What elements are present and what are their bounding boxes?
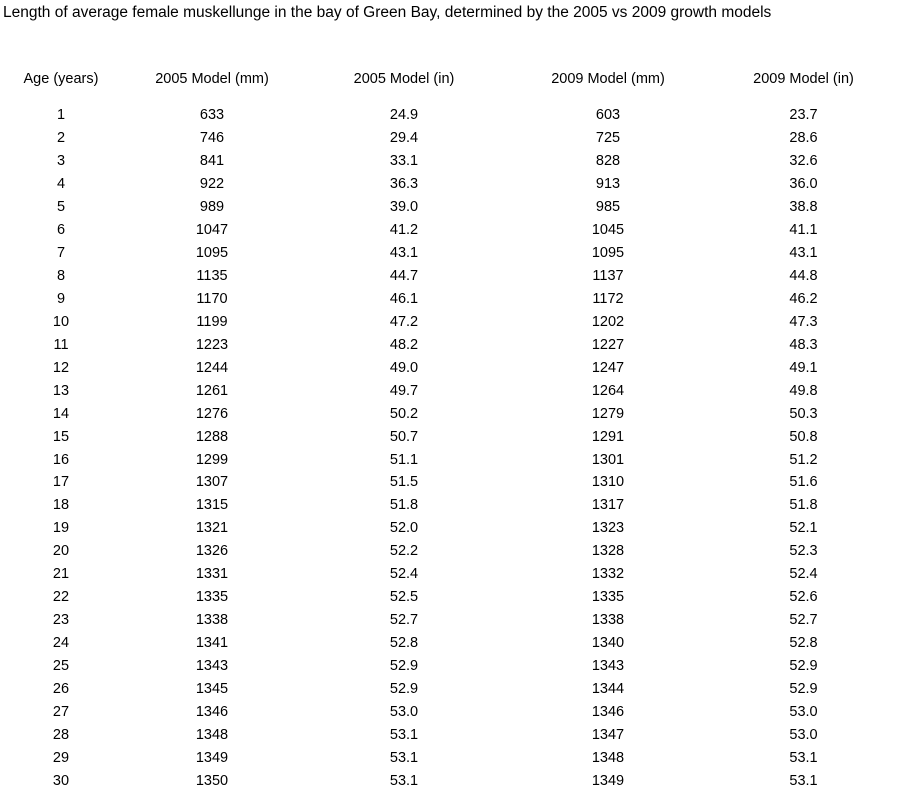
in-2005-cell: 51.8 bbox=[389, 497, 419, 514]
in-2009-cell: 52.9 bbox=[789, 680, 818, 697]
mm-2009-cell: 1172 bbox=[592, 290, 624, 307]
mm-2005-cell: 1170 bbox=[196, 290, 228, 307]
age-cell: 30 bbox=[52, 772, 70, 789]
in-2005-cell: 46.1 bbox=[389, 290, 419, 307]
in-2009-cell: 52.3 bbox=[789, 543, 818, 560]
table-row bbox=[0, 471, 897, 494]
table-row bbox=[0, 402, 897, 425]
in-2009-cell: 49.1 bbox=[789, 359, 818, 376]
mm-2009-cell: 1317 bbox=[591, 497, 625, 514]
in-2009-cell: 53.0 bbox=[789, 726, 818, 743]
mm-2009-cell: 828 bbox=[595, 153, 621, 170]
in-2009-cell: 23.7 bbox=[789, 107, 818, 124]
in-2009-cell: 52.6 bbox=[789, 589, 818, 606]
mm-2005-cell: 922 bbox=[199, 176, 225, 193]
table-row bbox=[0, 196, 897, 219]
in-2009-cell: 50.3 bbox=[789, 405, 818, 422]
in-2009-cell: 28.6 bbox=[789, 130, 818, 147]
in-2005-cell: 53.1 bbox=[389, 772, 419, 789]
mm-2005-cell: 1315 bbox=[195, 497, 229, 514]
mm-2009-cell: 1347 bbox=[591, 726, 625, 743]
table-body bbox=[0, 104, 897, 792]
age-cell: 17 bbox=[52, 474, 70, 491]
mm-2009-cell: 1227 bbox=[591, 336, 625, 353]
age-cell: 10 bbox=[52, 313, 70, 330]
table-row bbox=[0, 632, 897, 655]
mm-2005-cell: 1341 bbox=[195, 635, 229, 652]
age-cell: 14 bbox=[52, 405, 70, 422]
table-row bbox=[0, 425, 897, 448]
mm-2005-cell: 1299 bbox=[195, 451, 229, 468]
in-2005-cell: 47.2 bbox=[389, 313, 419, 330]
mm-2005-cell: 1349 bbox=[195, 749, 229, 766]
age-cell: 12 bbox=[52, 359, 70, 376]
age-cell: 23 bbox=[52, 612, 70, 629]
in-2009-cell: 52.8 bbox=[789, 635, 818, 652]
mm-2005-cell: 1335 bbox=[195, 589, 229, 606]
mm-2009-cell: 1344 bbox=[591, 680, 625, 697]
table-row bbox=[0, 379, 897, 402]
header-age: Age (years) bbox=[23, 71, 99, 87]
mm-2005-cell: 1244 bbox=[195, 359, 229, 376]
table-row bbox=[0, 655, 897, 678]
in-2005-cell: 50.2 bbox=[389, 405, 419, 422]
in-2009-cell: 48.3 bbox=[789, 336, 818, 353]
in-2009-cell: 51.8 bbox=[789, 497, 818, 514]
age-cell: 19 bbox=[52, 520, 70, 537]
mm-2009-cell: 913 bbox=[595, 176, 621, 193]
in-2009-cell: 51.6 bbox=[789, 474, 818, 491]
age-cell: 28 bbox=[52, 726, 70, 743]
mm-2009-cell: 1247 bbox=[591, 359, 625, 376]
in-2005-cell: 52.0 bbox=[389, 520, 419, 537]
in-2005-cell: 43.1 bbox=[389, 245, 419, 262]
in-2005-cell: 51.5 bbox=[389, 474, 419, 491]
mm-2005-cell: 1199 bbox=[196, 313, 228, 330]
mm-2009-cell: 985 bbox=[595, 199, 621, 216]
in-2009-cell: 38.8 bbox=[789, 199, 818, 216]
mm-2005-cell: 841 bbox=[199, 153, 225, 170]
age-cell: 7 bbox=[56, 245, 66, 262]
in-2009-cell: 52.9 bbox=[789, 657, 818, 674]
mm-2005-cell: 1326 bbox=[195, 543, 229, 560]
in-2005-cell: 53.1 bbox=[389, 749, 419, 766]
in-2005-cell: 52.4 bbox=[389, 566, 419, 583]
in-2009-cell: 52.1 bbox=[789, 520, 818, 537]
header-2009-mm: 2009 Model (mm) bbox=[551, 71, 665, 87]
in-2009-cell: 41.1 bbox=[789, 222, 818, 239]
table-row bbox=[0, 517, 897, 540]
age-cell: 20 bbox=[52, 543, 70, 560]
age-cell: 15 bbox=[52, 428, 70, 445]
in-2005-cell: 49.0 bbox=[389, 359, 419, 376]
mm-2009-cell: 1340 bbox=[591, 635, 625, 652]
age-cell: 25 bbox=[52, 657, 70, 674]
in-2005-cell: 50.7 bbox=[389, 428, 419, 445]
in-2009-cell: 51.2 bbox=[789, 451, 818, 468]
mm-2005-cell: 1338 bbox=[195, 612, 229, 629]
mm-2009-cell: 1328 bbox=[591, 543, 625, 560]
age-cell: 2 bbox=[56, 130, 66, 147]
mm-2009-cell: 1310 bbox=[591, 474, 625, 491]
in-2009-cell: 50.8 bbox=[789, 428, 818, 445]
in-2005-cell: 39.0 bbox=[389, 199, 419, 216]
in-2009-cell: 53.1 bbox=[789, 749, 818, 766]
in-2005-cell: 53.0 bbox=[389, 703, 419, 720]
table-row bbox=[0, 333, 897, 356]
mm-2009-cell: 1137 bbox=[592, 268, 624, 285]
in-2005-cell: 41.2 bbox=[389, 222, 419, 239]
in-2005-cell: 53.1 bbox=[389, 726, 419, 743]
mm-2009-cell: 1202 bbox=[591, 313, 625, 330]
table-row bbox=[0, 310, 897, 333]
mm-2009-cell: 725 bbox=[595, 130, 621, 147]
mm-2005-cell: 1223 bbox=[195, 336, 229, 353]
table-row bbox=[0, 563, 897, 586]
mm-2005-cell: 1276 bbox=[195, 405, 229, 422]
mm-2005-cell: 989 bbox=[199, 199, 225, 216]
in-2009-cell: 52.4 bbox=[789, 566, 818, 583]
age-cell: 8 bbox=[56, 268, 66, 285]
mm-2005-cell: 1261 bbox=[195, 382, 229, 399]
mm-2009-cell: 1291 bbox=[591, 428, 625, 445]
mm-2009-cell: 1323 bbox=[591, 520, 625, 537]
table-row bbox=[0, 104, 897, 127]
table-row bbox=[0, 219, 897, 242]
mm-2009-cell: 1343 bbox=[591, 657, 625, 674]
mm-2009-cell: 1338 bbox=[591, 612, 625, 629]
in-2005-cell: 49.7 bbox=[389, 382, 419, 399]
header-2005-mm: 2005 Model (mm) bbox=[155, 71, 269, 87]
in-2005-cell: 52.9 bbox=[389, 680, 419, 697]
mm-2005-cell: 1047 bbox=[195, 222, 229, 239]
table-row bbox=[0, 356, 897, 379]
growth-model-table bbox=[0, 66, 897, 792]
mm-2009-cell: 1301 bbox=[591, 451, 625, 468]
mm-2005-cell: 1331 bbox=[195, 566, 229, 583]
table-row bbox=[0, 288, 897, 311]
table-row bbox=[0, 723, 897, 746]
in-2005-cell: 48.2 bbox=[389, 336, 419, 353]
header-row bbox=[0, 66, 897, 92]
table-row bbox=[0, 448, 897, 471]
table-header bbox=[0, 66, 897, 104]
in-2009-cell: 49.8 bbox=[789, 382, 818, 399]
mm-2009-cell: 1349 bbox=[591, 772, 625, 789]
table-row bbox=[0, 586, 897, 609]
mm-2005-cell: 1348 bbox=[195, 726, 229, 743]
mm-2009-cell: 1045 bbox=[591, 222, 625, 239]
header-spacer bbox=[0, 92, 897, 104]
mm-2005-cell: 1095 bbox=[195, 245, 229, 262]
age-cell: 5 bbox=[56, 199, 66, 216]
in-2005-cell: 52.9 bbox=[389, 657, 419, 674]
age-cell: 6 bbox=[56, 222, 66, 239]
mm-2005-cell: 1350 bbox=[195, 772, 229, 789]
age-cell: 1 bbox=[56, 107, 66, 124]
mm-2005-cell: 1321 bbox=[195, 520, 229, 537]
age-cell: 4 bbox=[56, 176, 66, 193]
age-cell: 29 bbox=[52, 749, 70, 766]
in-2009-cell: 36.0 bbox=[789, 176, 818, 193]
age-cell: 11 bbox=[53, 336, 69, 353]
mm-2009-cell: 1095 bbox=[591, 245, 625, 262]
age-cell: 18 bbox=[52, 497, 70, 514]
age-cell: 16 bbox=[52, 451, 70, 468]
in-2005-cell: 24.9 bbox=[389, 107, 419, 124]
in-2005-cell: 52.7 bbox=[389, 612, 419, 629]
table-row bbox=[0, 746, 897, 769]
table-row bbox=[0, 700, 897, 723]
age-cell: 13 bbox=[52, 382, 70, 399]
mm-2009-cell: 1346 bbox=[591, 703, 625, 720]
mm-2005-cell: 1288 bbox=[195, 428, 229, 445]
mm-2005-cell: 1135 bbox=[196, 268, 228, 285]
mm-2009-cell: 1332 bbox=[591, 566, 625, 583]
table-row bbox=[0, 494, 897, 517]
in-2009-cell: 44.8 bbox=[789, 268, 818, 285]
header-2009-in: 2009 Model (in) bbox=[753, 71, 854, 87]
mm-2005-cell: 1346 bbox=[195, 703, 229, 720]
table-row bbox=[0, 173, 897, 196]
in-2005-cell: 33.1 bbox=[389, 153, 419, 170]
in-2009-cell: 32.6 bbox=[789, 153, 818, 170]
table-row bbox=[0, 769, 897, 792]
mm-2009-cell: 1264 bbox=[591, 382, 625, 399]
in-2005-cell: 29.4 bbox=[389, 130, 419, 147]
age-cell: 27 bbox=[52, 703, 70, 720]
mm-2005-cell: 1345 bbox=[195, 680, 229, 697]
age-cell: 22 bbox=[52, 589, 70, 606]
in-2005-cell: 36.3 bbox=[389, 176, 419, 193]
mm-2005-cell: 1343 bbox=[195, 657, 229, 674]
table-row bbox=[0, 127, 897, 150]
mm-2005-cell: 633 bbox=[199, 107, 225, 124]
in-2009-cell: 53.0 bbox=[789, 703, 818, 720]
table-row bbox=[0, 677, 897, 700]
in-2005-cell: 52.5 bbox=[389, 589, 419, 606]
age-cell: 26 bbox=[52, 680, 70, 697]
in-2005-cell: 51.1 bbox=[389, 451, 419, 468]
in-2005-cell: 52.2 bbox=[389, 543, 419, 560]
in-2009-cell: 52.7 bbox=[789, 612, 818, 629]
table-row bbox=[0, 609, 897, 632]
age-cell: 24 bbox=[52, 635, 70, 652]
mm-2005-cell: 1307 bbox=[195, 474, 229, 491]
table-row bbox=[0, 242, 897, 265]
mm-2005-cell: 746 bbox=[199, 130, 225, 147]
age-cell: 3 bbox=[56, 153, 66, 170]
mm-2009-cell: 1335 bbox=[591, 589, 625, 606]
page-title: Length of average female muskellunge in the bay of Green Bay, determined by the 2005 vs 2009 growth models bbox=[3, 4, 772, 21]
table-row bbox=[0, 150, 897, 173]
in-2005-cell: 52.8 bbox=[389, 635, 419, 652]
mm-2009-cell: 1348 bbox=[591, 749, 625, 766]
in-2009-cell: 53.1 bbox=[789, 772, 818, 789]
header-2005-in: 2005 Model (in) bbox=[353, 71, 455, 87]
in-2005-cell: 44.7 bbox=[389, 268, 419, 285]
age-cell: 21 bbox=[52, 566, 70, 583]
in-2009-cell: 46.2 bbox=[789, 290, 818, 307]
table-row bbox=[0, 265, 897, 288]
age-cell: 9 bbox=[56, 290, 66, 307]
in-2009-cell: 43.1 bbox=[789, 245, 818, 262]
in-2009-cell: 47.3 bbox=[789, 313, 818, 330]
mm-2009-cell: 603 bbox=[595, 107, 621, 124]
table-row bbox=[0, 540, 897, 563]
mm-2009-cell: 1279 bbox=[591, 405, 625, 422]
